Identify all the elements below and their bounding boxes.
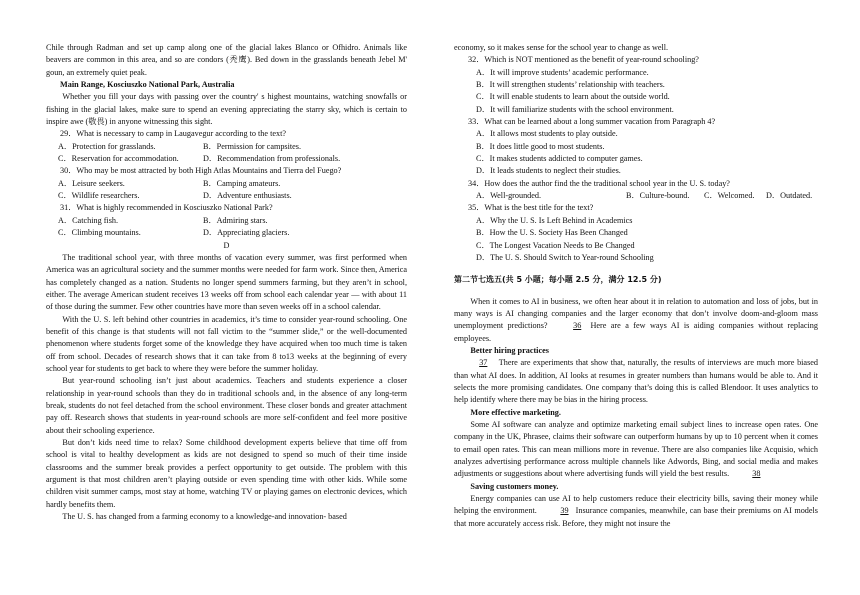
option-30d: D．Adventure enthusiasts. [203, 191, 292, 201]
option-29c: C．Reservation for accommodation. [58, 154, 179, 164]
question-30: 30．Who may be most attracted by both High Atlas Mountains and Tierra del Fuego? [60, 166, 342, 176]
question-30-options [46, 178, 407, 203]
question-31-options [46, 215, 407, 240]
option-32a: A．It will improve students’ academic performance. [476, 67, 649, 77]
question-29: 29．What is necessary to camp in Laugavegur according to the text? [60, 129, 286, 139]
option-30b: B．Camping amateurs. [203, 178, 281, 188]
question-31: 31．What is highly recommended in Kosciuszko National Park? [60, 203, 273, 213]
question-34-options [454, 190, 818, 202]
ai-paragraph-4 [454, 493, 818, 530]
question-33: 33．What can be learned about a long summer vacation from Paragraph 4? [468, 117, 716, 127]
ai-paragraph-2 [454, 357, 818, 406]
section-d-label: D [223, 240, 230, 250]
passage-d-paragraph-4: But don’t kids need time to relax? Some childhood development experts believe that time off from school is vital to healthy development as kids are not designed to spend so much of their time inside classrooms and the summer break provides a perfect opportunity to get outside. The problem with this argument is that most children aren’t playing outside or even spending time with other kids. While some children visit summer camps, most stay at home, watching TV or playing games on electronic devices, which hardly benefits them. [46, 438, 407, 509]
subheading-saving-money: Saving customers money. [470, 481, 559, 491]
ai-paragraph-3 [454, 419, 818, 481]
option-30c: C．Wildlife researchers. [58, 191, 140, 201]
option-29d: D．Recommendation from professionals. [203, 154, 341, 164]
option-32c: C．It will enable students to learn about the outside world. [476, 92, 670, 102]
option-35c: C．The Longest Vacation Needs to Be Changed [476, 240, 635, 250]
passage-d-paragraph-1: The traditional school year, with three months of vacation every summer, was first performed when America was an agricultural society and the summer months were needed for farm work. Since then, America has completely changed as a nation. Students no longer spend summers farming, but they aren’t in school, either. The average American student receives 13 weeks off from school each calendar year — with about 11 of those during the summer. Few other countries have more than seven weeks off in a school calendar. [46, 252, 407, 312]
option-33b: B．It does little good to most students. [476, 141, 605, 151]
ai-paragraph-1 [454, 296, 818, 345]
option-34d: D．Outdated. [766, 191, 813, 201]
section-2-heading: 第二节七选五(共 5 小题；每小题 2.5 分，满分 12.5 分) [454, 275, 662, 285]
option-34b: B．Culture-bound. [626, 191, 690, 201]
subheading-better-hiring: Better hiring practices [470, 345, 549, 355]
ai-paragraph-4-text-b: Insurance companies, meanwhile, can base their premiums on AI models that more accurately access risk. Before, they might not insure the [454, 506, 818, 528]
right-column [454, 42, 818, 530]
option-33a: A．It allows most students to play outside. [476, 129, 618, 139]
option-31c: C．Climbing mountains. [58, 228, 141, 238]
blank-36: 36 [573, 321, 582, 331]
ai-paragraph-2-text: There are experiments that show that, naturally, the results of interviews are much more biased than what AI does. In addition, AI looks at resumes in greater numbers than humans would be able to. And it selects the more promising candidates. One company that’s doing this is called Blendoor. It uses analytics to help identify where there may be bias in the hiring process. [454, 358, 818, 405]
option-29a: A．Protection for grasslands. [58, 141, 156, 151]
option-35b: B．How the U. S. Society Has Been Changed [476, 228, 628, 238]
ai-paragraph-1-text-a: When it comes to AI in business, we often hear about it in relation to automation and loss of jobs, but in many ways is AI changing companies and the larger economy that don’t involve doom-and-gloom mass unemployment predictions? [454, 296, 818, 331]
passage-d-paragraph-5: The U. S. has changed from a farming economy to a knowledge-and innovation- based [62, 512, 347, 522]
option-31a: A．Catching fish. [58, 215, 119, 225]
option-33c: C．It makes students addicted to computer games. [476, 154, 643, 164]
option-33d: D．It leads students to neglect their studies. [476, 166, 621, 176]
question-32: 32．Which is NOT mentioned as the benefit of year-round schooling? [468, 55, 699, 65]
passage-d-paragraph-2: With the U. S. left behind other countries in academics, it’s time to consider year-round schooling. One benefit of this change is that students will not fall victim to the “summer slide,” or the well-documented phenomenon where students forget some of the knowledge they have acquired when too much time is taken off from school. Decades of research shows that it can take from 8 to13 weeks at the beginning of every school year for students to get back to where they were before the summer holiday. [46, 314, 407, 373]
ai-paragraph-1-text-b: Here are a few ways AI is aiding companies without replacing employees. [454, 321, 818, 343]
left-column [46, 42, 407, 523]
question-29-options [46, 141, 407, 166]
option-32d: D．It will familiarize students with the school environment. [476, 104, 674, 114]
option-30a: A．Leisure seekers. [58, 178, 125, 188]
ai-paragraph-4-text-a: Energy companies can use AI to help customers reduce their electricity bills, saving their money while helping the environment. [454, 494, 818, 516]
option-31b: B．Admiring stars. [203, 215, 268, 225]
passage-d-paragraph-3: But year-round schooling isn’t just about academics. Teachers and students experience a closer relationship in year-round schools than they do in traditional schools and, in the absence of any long-term break, students do not feel detached from the school environment. These closer bonds and greater attachment pay off. Research shows that students in year-round schools are more self-confident and feel more positive about their schooling experience. [46, 376, 407, 435]
option-35a: A．Why the U. S. Is Left Behind in Academics [476, 215, 633, 225]
subheading-marketing: More effective marketing. [470, 407, 561, 417]
passage-d-paragraph-5-continued: economy, so it makes sense for the school year to change as well. [454, 43, 669, 52]
option-34c: C．Welcomed. [704, 191, 755, 201]
option-29b: B．Permission for campsites. [203, 141, 302, 151]
blank-37: 37 [479, 358, 488, 368]
option-34a: A．Well-grounded. [476, 191, 542, 201]
blank-39: 39 [560, 506, 569, 516]
paragraph-kosciuszko: Whether you fill your days with passing over the country' s highest mountains, watching snowfalls or fishing in the glacial lakes, make sure to spend an evening appreciating the starry sky, which is certain to inspire awe (敬畏) in anyone witnessing this sight. [46, 92, 407, 127]
option-31d: D．Appreciating glaciers. [203, 228, 290, 238]
ai-paragraph-3-text: Some AI software can analyze and optimize marketing email subject lines to increase open rates. One company in the UK, Phrasee, claims their software can outperform humans by up to 10 percent when it comes to email open rates. This can mean millions more in revenue. There are also companies like Acquisio, which analyzes advertising performance across multiple channels like Adwords, Bing, and social media and makes adjustments or suggestions about where advertising funds will yield the best results. [454, 419, 818, 479]
question-34: 34．How does the author find the the traditional school year in the U. S. today? [468, 178, 730, 188]
question-35: 35．What is the best title for the text? [468, 203, 594, 213]
passage-c-ending: Chile through Radman and set up camp along one of the glacial lakes Blanco or Ofhidro. Animals like beavers are common in this area, and so are condors (秃鹰). Bed down in the grasslands beneath Jebel M' goun, an extremely quiet peak. [46, 43, 407, 77]
option-32b: B．It will strengthen students’ relationship with teachers. [476, 80, 665, 90]
option-35d: D．The U. S. Should Switch to Year-round Schooling [476, 252, 654, 262]
blank-38: 38 [752, 469, 761, 479]
subheading-kosciuszko: Main Range, Kosciuszko National Park, Australia [60, 80, 235, 90]
